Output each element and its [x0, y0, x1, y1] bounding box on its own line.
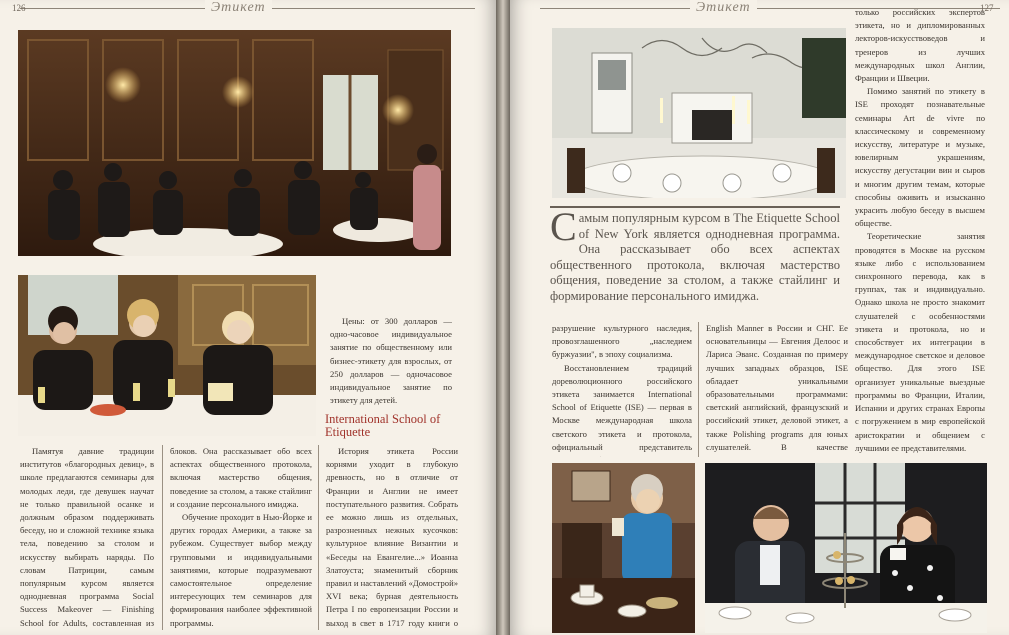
pull-quote-dropcap: С: [550, 204, 577, 249]
right-column-b: [552, 322, 692, 457]
magazine-title-right: Этикет: [690, 0, 757, 16]
left-column-1: [20, 445, 154, 630]
book-spine: [496, 0, 510, 635]
right-page: [510, 0, 1009, 635]
right-column-c-text: English Manner в России и СНГ. Ее основательницы — Евгения Делоос и Лариса Эванс. Созданная по примеру лучших западных образцов, ISE обладает уникальными образовательными программами: светский английский, французский и российский этикет, деловой этикет, а также Polishing programs для юных слушателей. В качестве: [706, 323, 848, 452]
right-column-b-intro: разрушение культурного наследия, провозглашенного „наследием буржуазии", в эпоху социализма.: [552, 323, 692, 360]
dining-hall-image: [18, 30, 451, 256]
left-column-2-para-1: блоков. Она рассказывает обо всех аспектах общественного протокола, включая мастерство общения, поведение за столом, а также стайлинг и создание персонального имиджа.: [170, 446, 312, 509]
price-caption-text: Цены: от 300 долларов — одно-часовое индивидуальное занятие по общественному или бизнес-этикету для взрослых, от 250 долларов — одночасовое индивидуальное занятие по этикету для детей.: [330, 316, 452, 405]
magazine-title-left: Этикет: [205, 0, 272, 16]
right-column-c: [698, 322, 848, 457]
right-column-a-para-2: Помимо занятий по этикету в ISE проходят познавательные семинары Art de vivre по классическому и современному искусству, литературе и музыке, ювелирным украшениям, искусству дегустации вин и сыров и многим другим темам, которые способны оживить и изысканно украсить любую беседу в высшем обществе.: [855, 86, 985, 229]
couple-tea-image: [705, 463, 987, 633]
price-line: [855, 455, 985, 456]
pull-quote: [550, 206, 840, 305]
right-column-a-para-3: Теоретические занятия проводятся в Москве на русском языке либо с использованием синхронного перевода, как в группах, так и индивидуально. Однако школа не просто знакомит слушателей с особенностями этикета и протокола, но и способствует их интеграции в международное светское и деловое общество. Для этого ISE организует уникальные выездные программы во Франции, Италии, Испании и других странах Европы с погружением в мир европейской аристократии и общением с лучшими ее представителями.: [855, 231, 985, 453]
page-number-right: 127: [980, 3, 994, 13]
table-setting-image: [552, 28, 846, 198]
photo-couple-afternoon-tea: [705, 463, 987, 633]
right-column-a-intro: только российских экспертов этикета, но и дипломированных лекторов-искусствоведов и тренеров из лучших международных школ Англии, Франции и Швеции.: [855, 7, 985, 84]
left-column-1-text: Памятуя давние традиции институтов «благородных девиц», в школе предлагаются семинары для молодых леди, где девушек научат не только правильной осанке и должным образом поддерживать беседу, но и сложной технике языка тела, поведению за столом и искусству выбирать наряды. По словам Патриции, самым популярным курсом является однодневная программа Social Success Makeover — Finishing School for Adults, составленная из: [20, 446, 154, 628]
woman-with-tea-image: [552, 463, 695, 633]
women-at-table-image: [18, 275, 320, 436]
history-column: [318, 445, 458, 630]
history-column-text: История этикета России корнями уходит в глубокую древность, но в отличие от Франции и Англии не имеет поступательного развития. Собрать ее можно лишь из отдельных, разрозненных нежных кусочков: культурное влияние Византии и «Беседы на Евангелие...» Иоанна Златоуста; знаменитый сборник правил и наставлений «Домострой» XVI века; бурная деятельность Петра I по европеизации России и выход в свет в 1717 году книги о: [326, 446, 458, 628]
left-column-2-para-2: Обучение проходит в Нью-Йорке и других городах Америки, а также за рубежом. Существует выбор между групповыми и индивидуальными занятиями, которые подразумевают самостоятельное определение интересующих тем семинаров для формирования наиболее эффективной программы.: [170, 512, 312, 628]
photo-formal-table-setting: [552, 28, 846, 198]
section-subheading: International School of Etiquette: [325, 412, 441, 439]
price-caption: [330, 315, 452, 405]
right-column-b-para-2: Восстановлением традиций дореволюционного российского этикета занимается International School of Etiquette (ISE) — первая в Москве международная школа светского этикета и протокола, официальный представитель: [552, 362, 692, 452]
photo-woman-with-tea: [552, 463, 695, 633]
right-column-a: [855, 6, 985, 456]
pull-quote-text: амым популярным курсом в The Etiquette School of New York является однодневная программа. Она рассказывает обо всех аспектах общественного протокола, включая мастерство общения, поведение за столом, а также стайлинг и формирование персонального имиджа.: [550, 211, 840, 303]
photo-etiquette-class-dining-hall: [18, 30, 451, 256]
left-column-2: [162, 445, 312, 630]
left-page: [0, 0, 496, 635]
page-number-left: 126: [12, 3, 26, 13]
photo-women-at-table: [18, 271, 320, 436]
